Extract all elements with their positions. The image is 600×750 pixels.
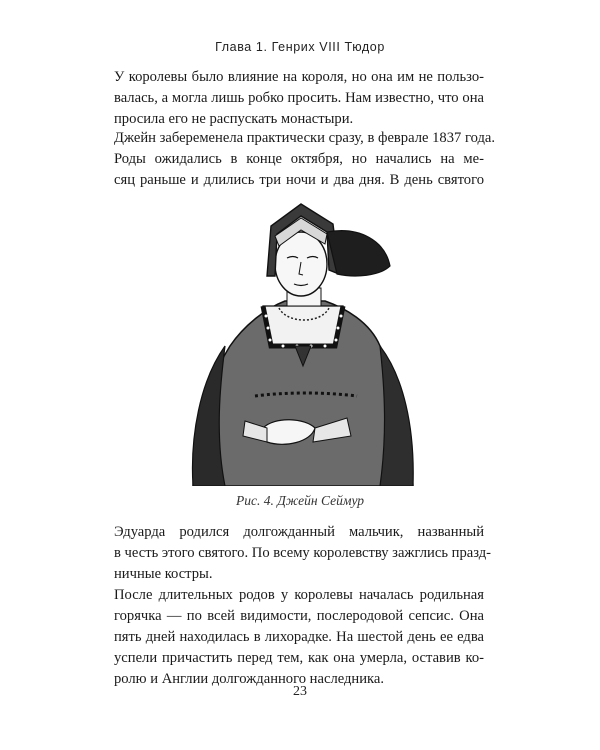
text-line: Эдуарда родился долгожданный мальчик, названный: [114, 524, 484, 540]
text-line: У королевы было влияние на короля, но она им не пользо-: [114, 69, 484, 85]
neckline: [263, 306, 343, 346]
text-line: просила его не распускать монастыри.: [114, 111, 354, 127]
paragraph: [114, 128, 496, 191]
text-line: в честь этого святого. По всему королевству зажглись празд-: [114, 545, 491, 561]
paragraph: [114, 522, 491, 585]
text-line: валась, а могла лишь робко просить. Нам известно, что она: [114, 90, 484, 106]
paragraph: [114, 585, 484, 690]
figure-caption: Рис. 4. Джейн Сеймур: [235, 493, 365, 508]
text-line: пять дней находилась в лихорадке. На шестой день ее едва: [114, 629, 484, 645]
text-line: Джейн забеременела практически сразу, в феврале 1837 года.: [114, 130, 496, 146]
portrait-illustration: [175, 196, 430, 486]
text-line: сяц раньше и длились три ночи и два дня. В день святого: [114, 172, 484, 188]
paragraph: [114, 67, 484, 130]
text-line: Роды ожидались в конце октября, но начались на ме-: [114, 151, 484, 167]
text-line: ничные костры.: [114, 566, 213, 582]
text-line: успели причастить перед тем, как она умерла, оставив ко-: [114, 650, 484, 666]
text-line: После длительных родов у королевы началась родильная: [114, 587, 484, 603]
portrait-drawing: [175, 196, 430, 486]
running-header: Глава 1. Генрих VIII Тюдор: [215, 40, 385, 54]
hood-veil: [327, 231, 390, 276]
page-number: 23: [293, 684, 307, 699]
text-line: горячка — по всей видимости, послеродовой сепсис. Она: [114, 608, 484, 624]
text-line: ролю и Англии долгожданного наследника.: [114, 671, 385, 687]
right-sleeve: [380, 346, 413, 486]
